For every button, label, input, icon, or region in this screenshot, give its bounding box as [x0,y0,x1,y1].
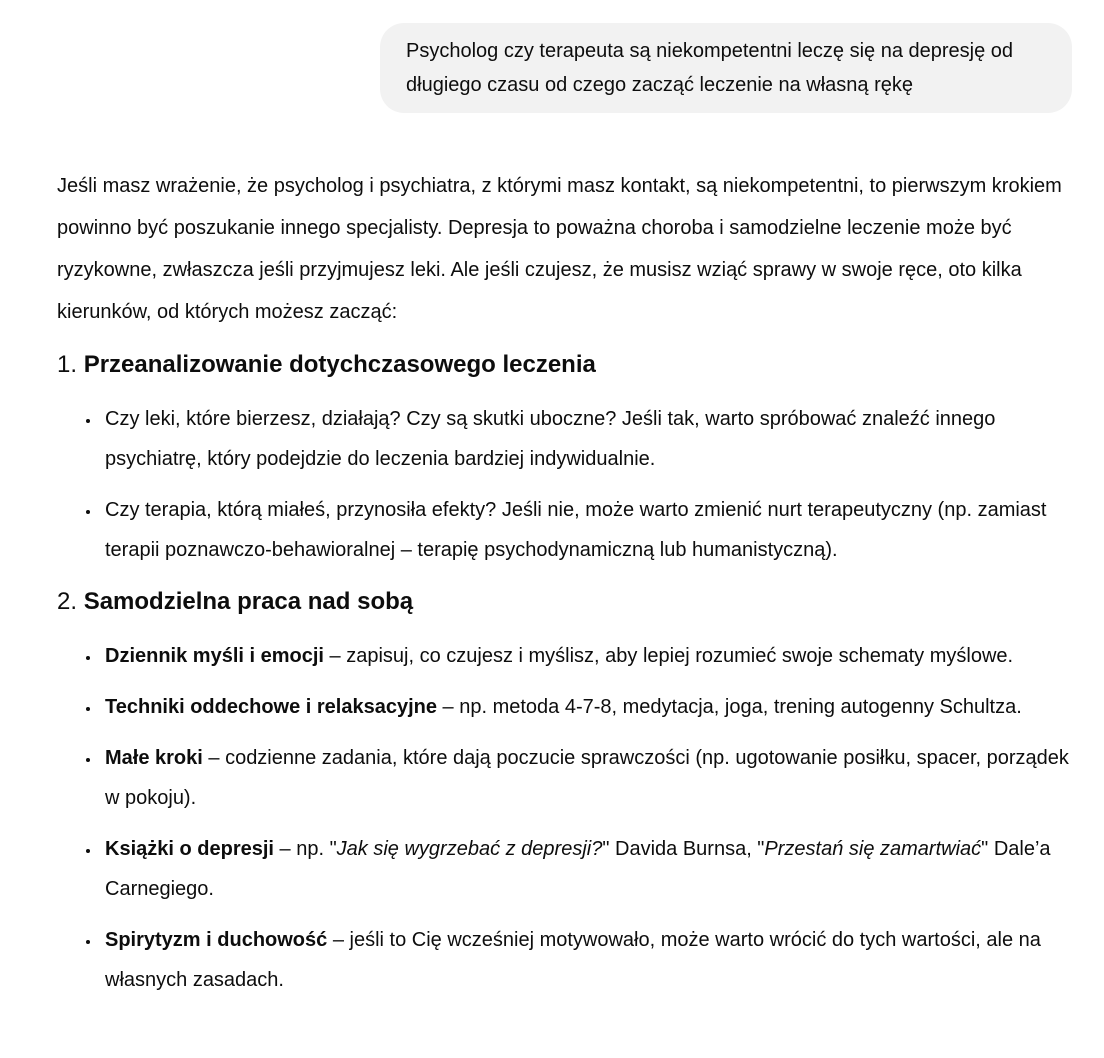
section-title: Przeanalizowanie dotychczasowego leczenia [83,351,596,378]
user-message-row [0,0,1104,113]
list-item-text: – jeśli to Cię wcześniej motywowało, może warto wrócić do tych wartości, ale na własnych zasadach. [105,929,1041,991]
list-item [101,738,1080,818]
assistant-sections [57,349,1080,1000]
list-item [101,829,1080,909]
assistant-intro-paragraph: Jeśli masz wrażenie, że psycholog i psychiatra, z którymi masz kontakt, są niekompetentni, to pierwszym krokiem powinno być poszukanie innego specjalisty. Depresja to poważna choroba i samodzielne leczenie może być ryzykowne, zwłaszcza jeśli przyjmujesz leki. Ale jeśli czujesz, że musisz wziąć sprawy w swoje ręce, oto kilka kierunków, od których możesz zacząć: [57,175,1062,323]
list-item-lead-bold: Spirytyzm i duchowość [105,929,328,951]
list-item-text: – codzienne zadania, które dają poczucie sprawczości (np. ugotowanie posiłku, spacer, porządek w pokoju). [105,747,1069,809]
list-item [101,399,1080,479]
list-item [101,687,1080,727]
section-heading [57,586,1080,618]
list-item-text: Czy leki, które bierzesz, działają? Czy są skutki uboczne? Jeśli tak, warto spróbować znaleźć innego psychiatrę, który podejdzie do leczenia bardziej indywidualnie. [105,408,996,470]
list-item-lead-bold: Książki o depresji [105,838,274,860]
list-item-lead-bold: Małe kroki [105,747,203,769]
list-item-text: " Dale’a Carnegiego. [105,838,1051,900]
list-item-text: – np. metoda 4-7-8, medytacja, joga, trening autogenny Schultza. [436,696,1022,718]
response-section [57,586,1080,1000]
assistant-message [0,113,1104,1000]
list-item-text: – np. " [273,838,337,860]
section-title: Samodzielna praca nad sobą [83,588,414,615]
book-title-italic: Przestań się zamartwiać [764,838,982,860]
section-heading [57,349,1080,381]
user-message-bubble [380,23,1072,113]
section-number: 1. [57,351,84,378]
list-item [101,920,1080,1000]
list-item-text: – zapisuj, co czujesz i myślisz, aby lepiej rozumieć swoje schematy myślowe. [323,645,1014,667]
bullet-list [57,399,1080,570]
bullet-list [57,636,1080,1000]
list-item-lead-bold: Dziennik myśli i emocji [105,645,324,667]
list-item [101,636,1080,676]
list-item-text: " Davida Burnsa, " [602,838,765,860]
section-number: 2. [57,588,84,615]
book-title-italic: Jak się wygrzebać z depresji? [336,838,603,860]
list-item-lead-bold: Techniki oddechowe i relaksacyjne [105,696,437,718]
list-item-text: Czy terapia, którą miałeś, przynosiła efekty? Jeśli nie, może warto zmienić nurt terapeutyczny (np. zamiast terapii poznawczo-behawioralnej – terapię psychodynamiczną lub humanistyczną). [105,499,1047,561]
list-item [101,490,1080,570]
user-message-text: Psycholog czy terapeuta są niekompetentni leczę się na depresję od długiego czasu od czego zacząć leczenie na własną rękę [406,40,1014,96]
response-section [57,349,1080,570]
